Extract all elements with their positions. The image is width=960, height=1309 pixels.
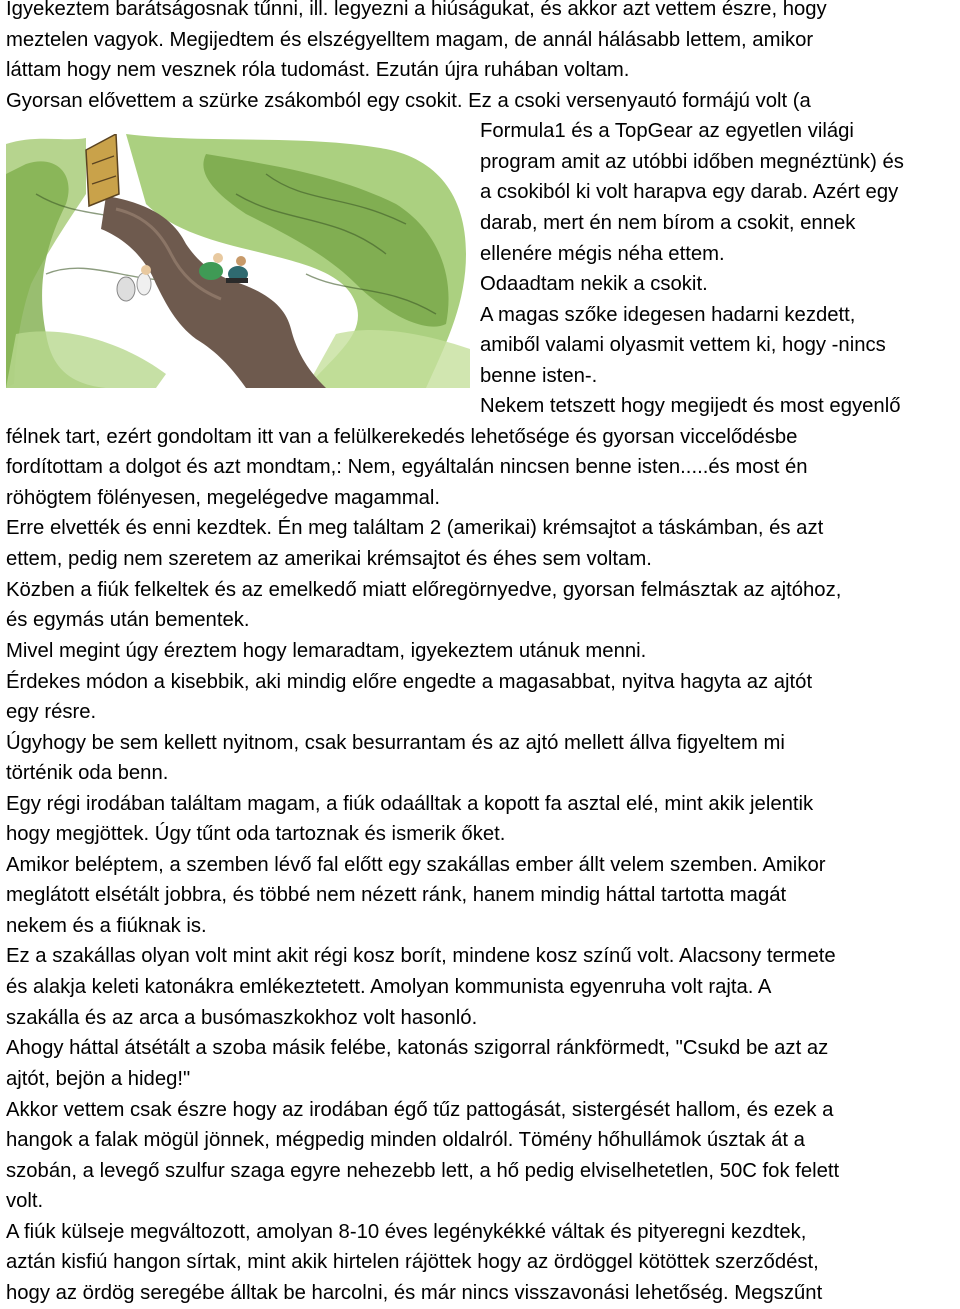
text-line: Egy régi irodában találtam magam, a fiúk odaálltak a kopott fa asztal elé, mint akik jelentik xyxy=(6,793,814,815)
text-line: Úgyhogy be sem kellett nyitnom, csak besurrantam és az ajtó mellett állva figyeltem mi xyxy=(6,732,785,754)
text-line: szobán, a levegő szulfur szaga egyre nehezebb lett, a hő pedig elviselhetetlen, 50C fok felett xyxy=(6,1160,840,1182)
text-line: nekem és a fiúknak is. xyxy=(6,915,207,937)
text-line: aztán kisfiú hangon sírtak, mint akik hirtelen rájöttek hogy az ördöggel kötöttek szerződést, xyxy=(6,1251,819,1273)
text-line: Közben a fiúk felkeltek és az emelkedő miatt előregörnyedve, gyorsan felmásztak az ajtóhoz, xyxy=(6,579,842,601)
text-line: ettem, pedig nem szeretem az amerikai krémsajtot és éhes sem voltam. xyxy=(6,548,652,570)
text-line: volt. xyxy=(6,1190,44,1212)
text-line: Erre elvették és enni kezdtek. Én meg találtam 2 (amerikai) krémsajtot a táskámban, és azt xyxy=(6,517,824,539)
text-line: Akkor vettem csak észre hogy az irodában égő tűz pattogását, sistergését hallom, és ezek a xyxy=(6,1099,834,1121)
text-line: Amikor beléptem, a szemben lévő fal előtt egy szakállas ember állt velem szemben. Amikor xyxy=(6,854,826,876)
text-line: A magas szőke idegesen hadarni kezdett, xyxy=(480,304,856,326)
text-line: ellenére mégis néha ettem. xyxy=(480,243,725,265)
text-line: röhögtem fölényesen, megelégedve magammal. xyxy=(6,487,441,509)
text-line: ajtót, bejön a hideg!" xyxy=(6,1068,191,1090)
text-line: Ez a szakállas olyan volt mint akit régi kosz borít, mindene kosz színű volt. Alacsony termete xyxy=(6,945,836,967)
text-line: A fiúk külseje megváltozott, amolyan 8-10 éves legénykékké váltak és pityeregni kezdtek, xyxy=(6,1221,807,1243)
text-line: Odaadtam nekik a csokit. xyxy=(480,273,708,295)
text-line: Ahogy háttal átsétált a szoba másik felébe, katonás szigorral ránkförmedt, "Csukd be azt az xyxy=(6,1037,829,1059)
text-line: a csokiból ki volt harapva egy darab. Azért egy xyxy=(480,181,899,203)
text-line: és egymás után bementek. xyxy=(6,609,250,631)
text-line: történik oda benn. xyxy=(6,762,169,784)
text-line: hogy az ördög seregébe álltak be harcolni, és már nincs visszavonási lehetőség. Megszűnt xyxy=(6,1282,823,1304)
text-line: Érdekes módon a kisebbik, aki mindig előre engedte a magasabbat, nyitva hagyta az ajtót xyxy=(6,671,813,693)
text-line: meztelen vagyok. Megijedtem és elszégyelltem magam, de annál hálásabb lettem, amikor xyxy=(6,29,814,51)
text-line: darab, mert én nem bírom a csokit, ennek xyxy=(480,212,856,234)
text-line: amiből valami olyasmit vettem ki, hogy -nincs xyxy=(480,334,886,356)
text-line: fordítottam a dolgot és azt mondtam,: Nem, egyáltalán nincsen benne isten.....és most én xyxy=(6,456,808,478)
text-line: hogy megjöttek. Úgy tűnt oda tartoznak és ismerik őket. xyxy=(6,823,506,845)
text-line: láttam hogy nem vesznek róla tudomást. Ezután újra ruhában voltam. xyxy=(6,59,630,81)
text-line: egy résre. xyxy=(6,701,97,723)
illustration-forest-path-door xyxy=(6,134,470,388)
text-line: Gyorsan elővettem a szürke zsákomból egy csokit. Ez a csoki versenyautó formájú volt (a xyxy=(6,90,811,112)
text-line: és alakja keleti katonákra emlékeztetett. Amolyan kommunista egyenruha volt rajta. A xyxy=(6,976,772,998)
text-line: benne isten-. xyxy=(480,365,598,387)
text-line: Igyekeztem barátságosnak tűnni, ill. legyezni a hiúságukat, és akkor azt vettem észre, hogy xyxy=(6,0,827,20)
text-line: félnek tart, ezért gondoltam itt van a felülkerekedés lehetősége és gyorsan viccelődésbe xyxy=(6,426,798,448)
text-line: program amit az utóbbi időben megnéztünk) és xyxy=(480,151,904,173)
text-line: Mivel megint úgy éreztem hogy lemaradtam, igyekeztem utánuk menni. xyxy=(6,640,647,662)
text-line: meglátott elsétált jobbra, és többé nem nézett ránk, hanem mindig háttal tartotta magát xyxy=(6,884,787,906)
text-line: Nekem tetszett hogy megijedt és most egyenlő xyxy=(480,395,901,417)
text-line: Formula1 és a TopGear az egyetlen világi xyxy=(480,120,854,142)
text-line: hangok a falak mögül jönnek, mégpedig minden oldalról. Tömény hőhullámok úsztak át a xyxy=(6,1129,805,1151)
text-line: szakálla és az arca a busómaszkokhoz volt hasonló. xyxy=(6,1007,478,1029)
